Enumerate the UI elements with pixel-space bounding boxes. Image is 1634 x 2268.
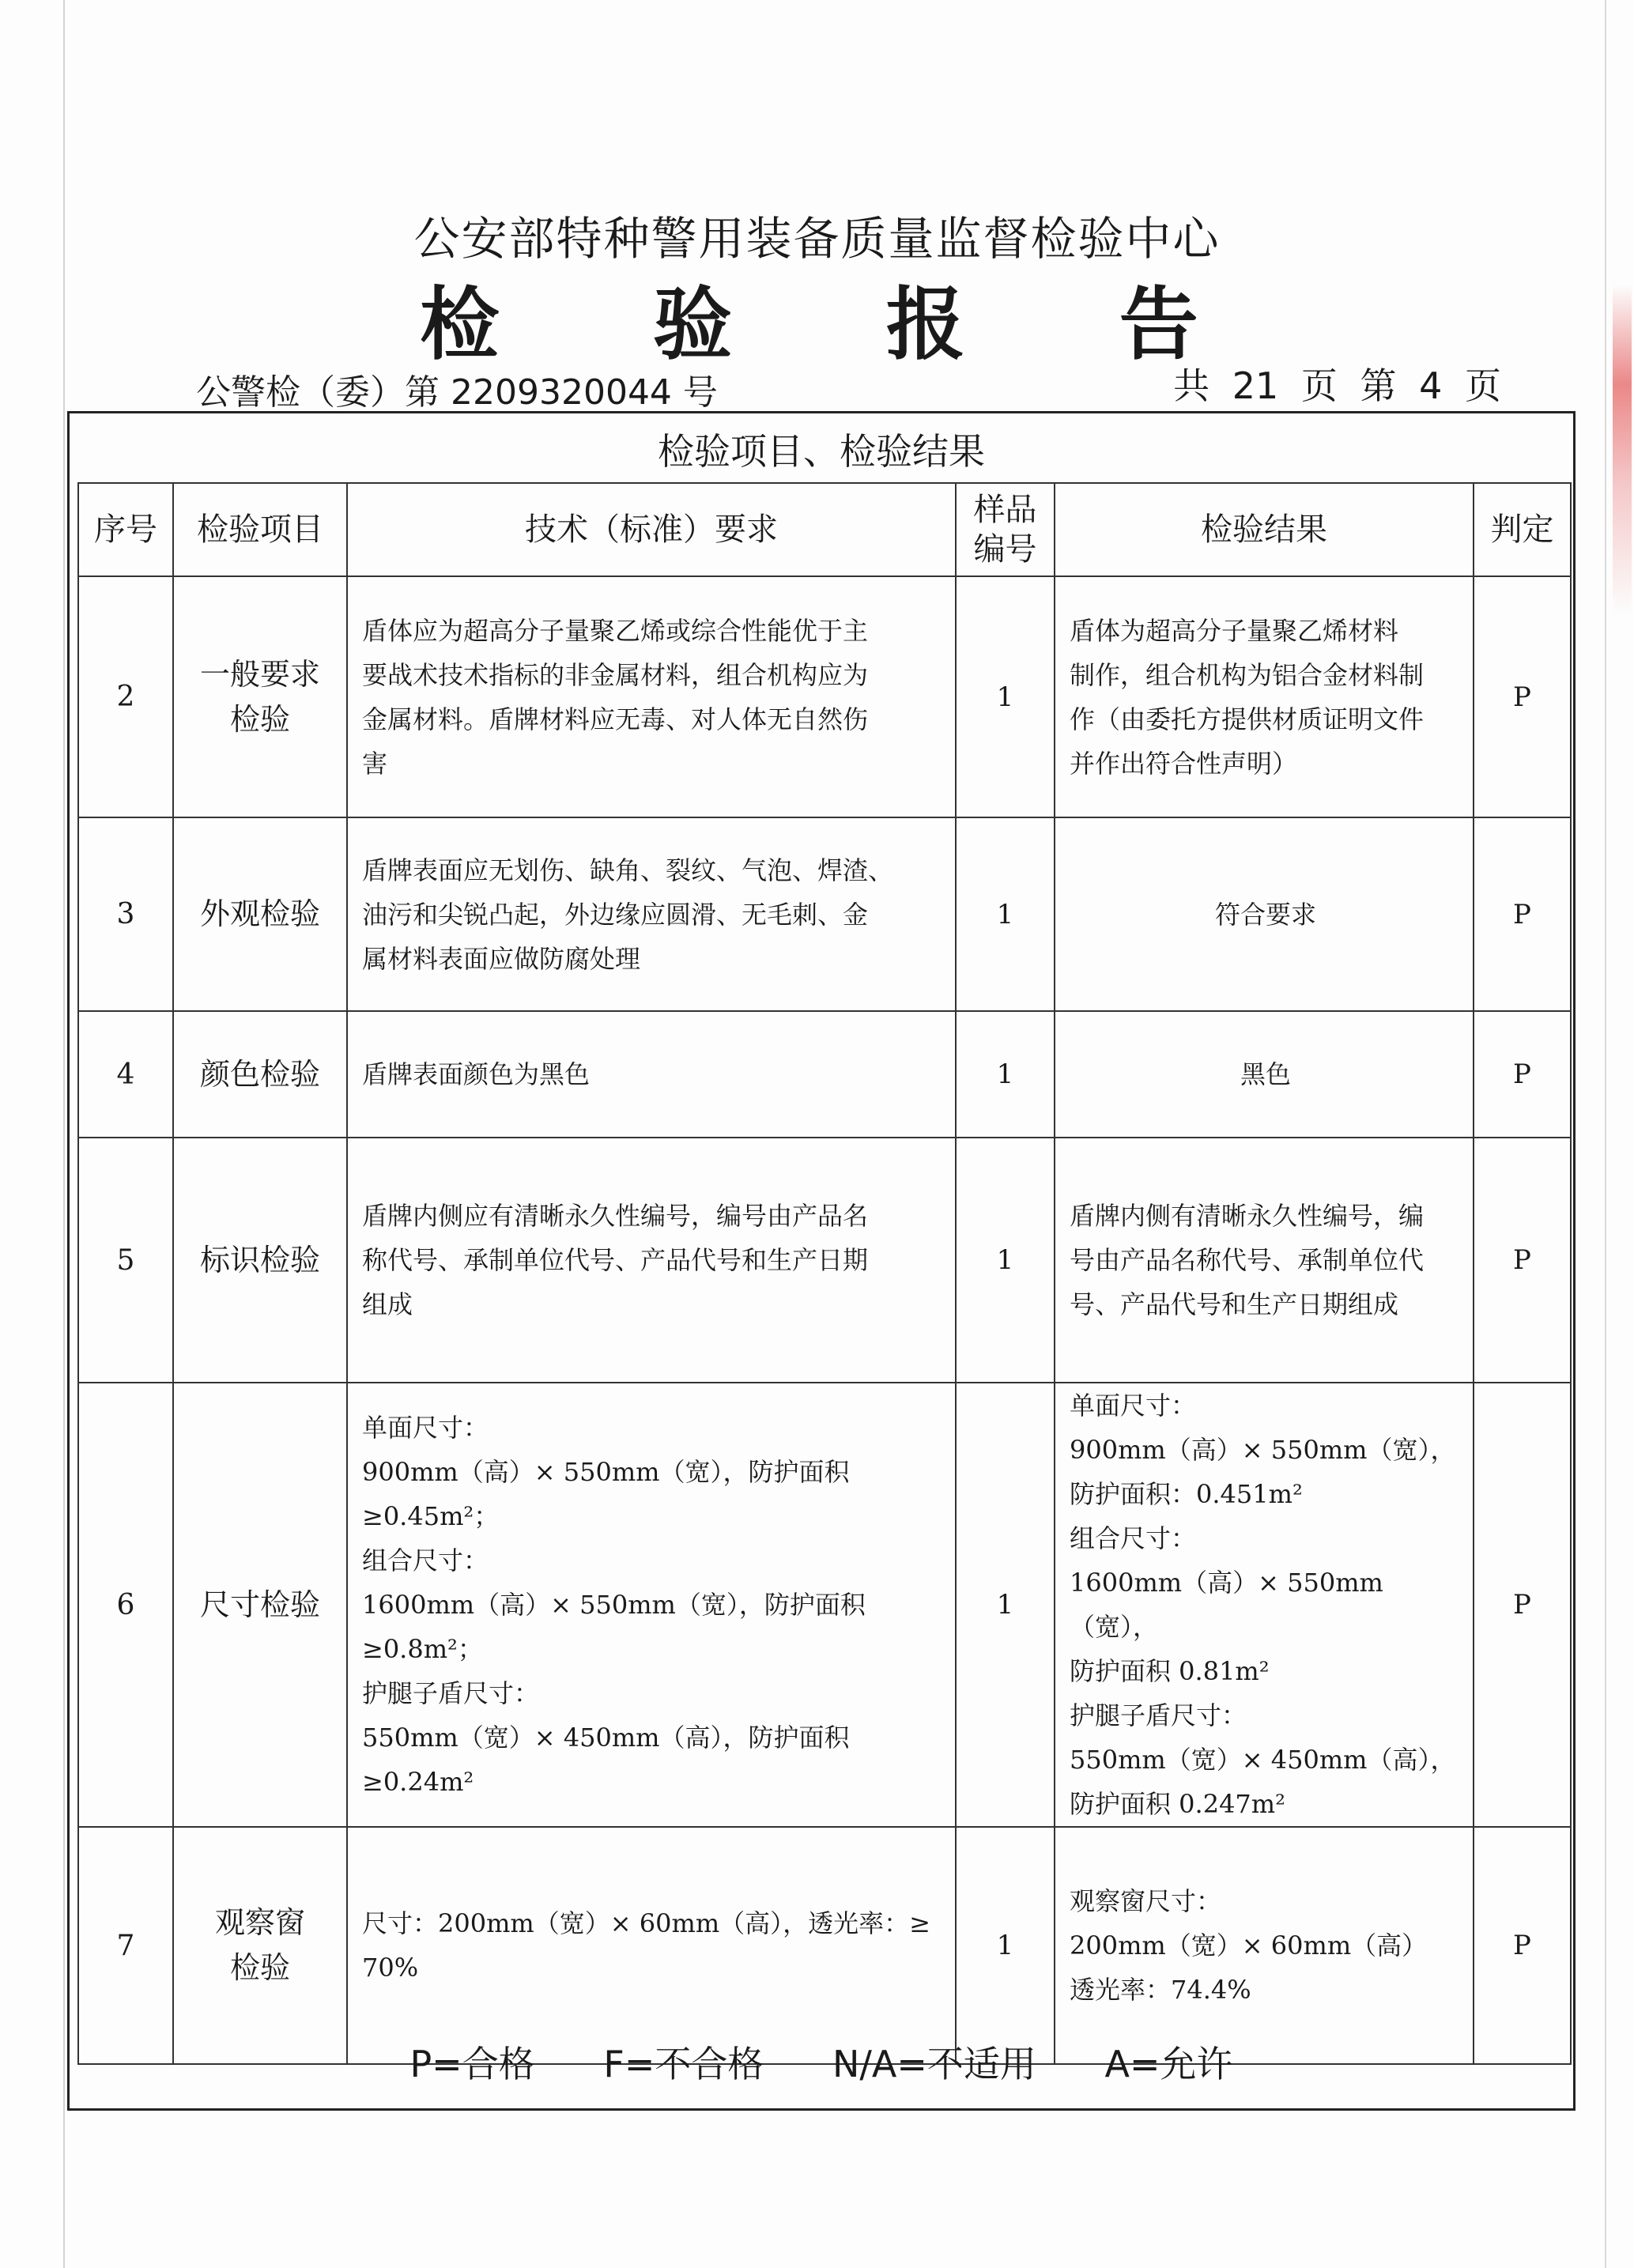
row-sample-no: 1 <box>956 1827 1055 2064</box>
row-judgement: P <box>1474 1138 1571 1383</box>
col-header-result: 检验结果 <box>1055 483 1474 576</box>
row-item <box>173 1383 347 1827</box>
legend-fail: F=不合格 <box>603 2043 764 2085</box>
item-line: 颜色检验 <box>199 1056 320 1092</box>
row-sample-no: 1 <box>956 576 1055 817</box>
result-line: 作（由委托方提供材质证明文件 <box>1070 704 1425 734</box>
row-item <box>173 1827 347 2064</box>
col-header-sample-line1: 样品 <box>973 492 1037 528</box>
requirement-line: 550mm（宽）× 450mm（高），防护面积≥0.24m² <box>362 1723 850 1797</box>
result-line: 组合尺寸： <box>1070 1523 1197 1553</box>
item-line: 一般要求 <box>199 656 320 692</box>
requirement-line: 盾牌表面颜色为黑色 <box>362 1059 591 1089</box>
row-judgement: P <box>1474 1383 1571 1827</box>
row-number: 5 <box>78 1138 173 1383</box>
section-title: 检验项目、检验结果 <box>658 430 985 473</box>
row-item <box>173 1011 347 1138</box>
row-result <box>1055 576 1474 817</box>
row-result <box>1055 817 1474 1011</box>
requirement-line: 尺寸：200mm（宽）× 60mm（高），透光率：≥ <box>362 1908 930 1938</box>
table-row <box>78 1011 1571 1138</box>
row-number: 3 <box>78 817 173 1011</box>
result-line: 盾体为超高分子量聚乙烯材料 <box>1070 615 1399 646</box>
table-row <box>78 817 1571 1011</box>
row-number: 4 <box>78 1011 173 1138</box>
result-line: 防护面积 0.81m² <box>1070 1656 1270 1686</box>
judgement-legend <box>67 2036 1576 2088</box>
col-header-requirement: 技术（标准）要求 <box>347 483 956 576</box>
item-line: 尺寸检验 <box>199 1587 320 1622</box>
requirement-line: 盾体应为超高分子量聚乙烯或综合性能优于主 <box>362 615 869 646</box>
row-judgement: P <box>1474 576 1571 817</box>
row-requirement <box>347 1827 956 2064</box>
requirement-line: 盾牌表面应无划伤、缺角、裂纹、气泡、焊渣、 <box>362 855 894 885</box>
requirement-line: 称代号、承制单位代号、产品代号和生产日期 <box>362 1245 869 1275</box>
row-judgement: P <box>1474 1011 1571 1138</box>
requirement-line: 油污和尖锐凸起，外边缘应圆滑、无毛刺、金 <box>362 899 869 930</box>
col-header-sample-line2: 编号 <box>973 531 1037 568</box>
result-line: 550mm（宽）× 450mm（高）， <box>1070 1745 1456 1775</box>
table-row <box>78 1138 1571 1383</box>
result-line: 盾牌内侧有清晰永久性编号，编 <box>1070 1201 1425 1231</box>
item-line: 检验 <box>229 701 290 737</box>
report-number: 公警检（委）第 2209320044 号 <box>196 372 718 413</box>
row-judgement: P <box>1474 817 1571 1011</box>
org-title: 公安部特种警用装备质量监督检验中心 <box>413 212 1221 266</box>
requirement-line: 70% <box>362 1953 419 1983</box>
requirement-line: 盾牌内侧应有清晰永久性编号，编号由产品名 <box>362 1201 869 1231</box>
requirement-line: 害 <box>362 748 388 779</box>
table-row <box>78 576 1571 817</box>
requirement-line: 1600mm（高）× 550mm（宽），防护面积≥0.8m²； <box>362 1590 866 1664</box>
requirement-line: 要战术技术指标的非金属材料，组合机构应为 <box>362 659 869 690</box>
row-result <box>1055 1827 1474 2064</box>
requirement-line: 组成 <box>362 1289 413 1319</box>
result-line: 防护面积 0.247m² <box>1070 1789 1285 1819</box>
results-table <box>77 482 1572 2065</box>
row-sample-no: 1 <box>956 1138 1055 1383</box>
row-item <box>173 817 347 1011</box>
table-row <box>78 1383 1571 1827</box>
result-line: 900mm（高）× 550mm（宽）， <box>1070 1435 1456 1465</box>
result-line: 护腿子盾尺寸： <box>1070 1700 1247 1730</box>
page-count: 共 21 页 第 4 页 <box>1173 364 1501 407</box>
row-item <box>173 576 347 817</box>
result-line: 黑色 <box>1240 1059 1291 1089</box>
result-line: 符合要求 <box>1214 899 1316 930</box>
col-header-item: 检验项目 <box>173 483 347 576</box>
requirement-line: 属材料表面应做防腐处理 <box>362 943 641 974</box>
result-line: 号由产品名称代号、承制单位代 <box>1070 1245 1425 1275</box>
legend-na: N/A=不适用 <box>832 2043 1036 2085</box>
legend-allowed: A=允许 <box>1104 2043 1233 2085</box>
result-line: 单面尺寸： <box>1070 1391 1197 1421</box>
col-header-sample <box>956 483 1055 576</box>
result-line: 制作，组合机构为铝合金材料制 <box>1070 659 1425 690</box>
row-judgement: P <box>1474 1827 1571 2064</box>
requirement-line: 组合尺寸： <box>362 1545 489 1576</box>
requirement-line: 单面尺寸： <box>362 1413 489 1443</box>
row-requirement <box>347 817 956 1011</box>
item-line: 外观检验 <box>199 896 320 931</box>
row-requirement <box>347 1138 956 1383</box>
row-number: 7 <box>78 1827 173 2064</box>
result-line: 1600mm（高）× 550mm（宽）， <box>1070 1568 1383 1642</box>
result-line: 观察窗尺寸： <box>1070 1886 1222 1916</box>
table-row <box>78 1827 1571 2064</box>
col-header-no: 序号 <box>78 483 173 576</box>
row-item <box>173 1138 347 1383</box>
row-requirement <box>347 576 956 817</box>
table-header-row <box>78 483 1571 576</box>
row-sample-no: 1 <box>956 1011 1055 1138</box>
row-sample-no: 1 <box>956 817 1055 1011</box>
col-header-judgement: 判定 <box>1474 483 1571 576</box>
row-sample-no: 1 <box>956 1383 1055 1827</box>
result-line: 防护面积：0.451m² <box>1070 1479 1303 1509</box>
requirement-line: 金属材料。盾牌材料应无毒、对人体无自然伤 <box>362 704 869 734</box>
item-line: 标识检验 <box>199 1242 320 1277</box>
row-number: 6 <box>78 1383 173 1827</box>
row-result <box>1055 1383 1474 1827</box>
result-line: 号、产品代号和生产日期组成 <box>1070 1289 1399 1319</box>
requirement-line: 900mm（高）× 550mm（宽），防护面积≥0.45m²； <box>362 1457 850 1531</box>
result-line: 并作出符合性声明） <box>1070 748 1298 779</box>
item-line: 观察窗 <box>214 1905 305 1940</box>
requirement-line: 护腿子盾尺寸： <box>362 1678 540 1708</box>
row-requirement <box>347 1383 956 1827</box>
result-line: 200mm（宽）× 60mm（高） <box>1070 1930 1428 1960</box>
result-line: 透光率：74.4% <box>1070 1975 1251 2005</box>
report-title: 检 验 报 告 <box>420 278 1262 371</box>
item-line: 检验 <box>229 1950 290 1985</box>
row-result <box>1055 1138 1474 1383</box>
row-number: 2 <box>78 576 173 817</box>
row-result <box>1055 1011 1474 1138</box>
row-requirement <box>347 1011 956 1138</box>
legend-pass: P=合格 <box>409 2043 535 2085</box>
